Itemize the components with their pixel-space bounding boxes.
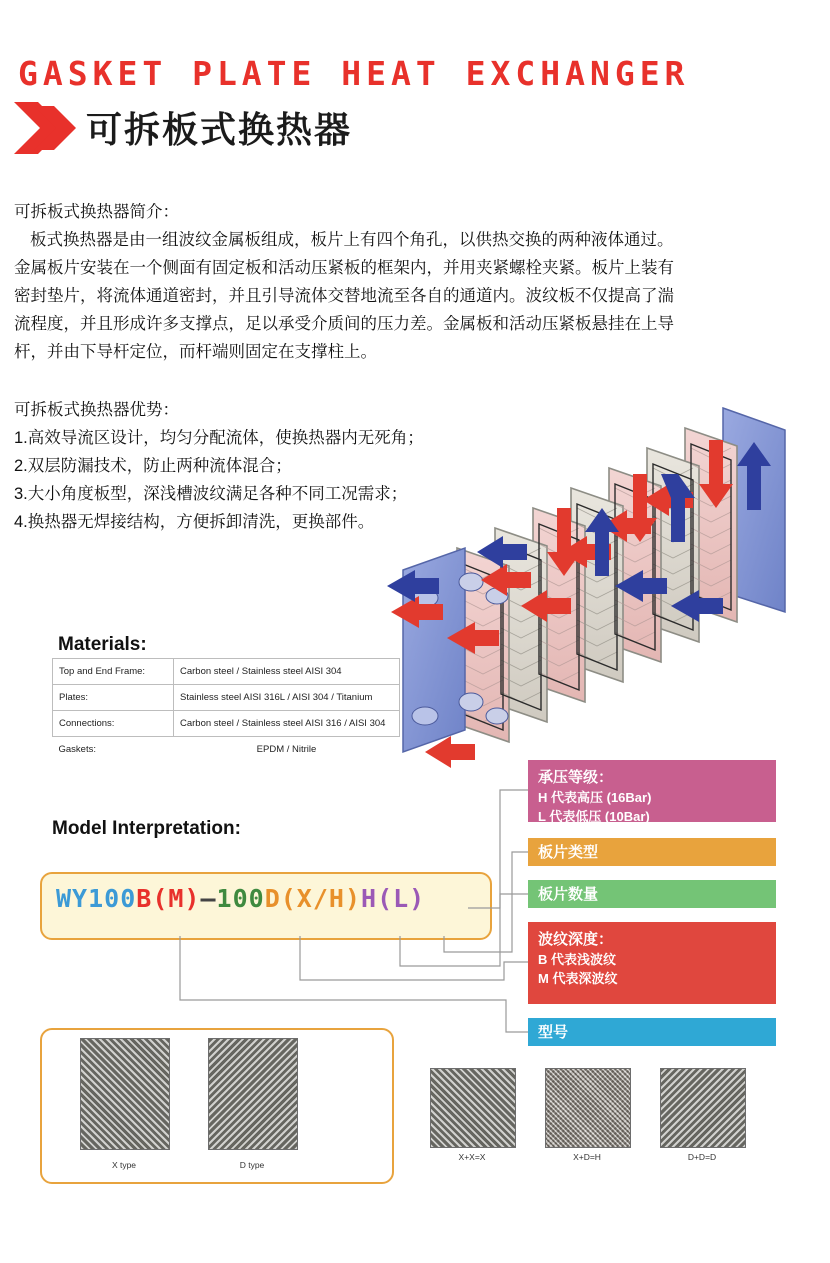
legend-title: 波纹深度： (538, 931, 614, 948)
legend-line: H 代表高压 (16Bar) (538, 790, 652, 805)
materials-value: EPDM / Nitrile (256, 744, 317, 755)
materials-key: Top and End Frame: (53, 659, 174, 685)
intro-heading: 可拆板式换热器简介： (14, 203, 179, 221)
table-row (53, 659, 400, 685)
legend-title: 板片数量 (538, 886, 599, 903)
double-chevron-icon (14, 100, 76, 156)
channel-combo-caption: X+X=X (458, 1152, 486, 1162)
legend-title: 板片类型 (538, 844, 599, 861)
materials-value: Carbon steel / Stainless steel AISI 316 / AISI 304 (174, 711, 400, 737)
materials-key: Plates: (53, 685, 174, 711)
channel-combo-caption: X+D=H (573, 1152, 601, 1162)
model-part-pressure: H(L) (361, 884, 426, 913)
channel-combo-photo-xx (430, 1068, 516, 1148)
model-part-dash: – (200, 884, 217, 913)
legend-plate-count (528, 880, 776, 908)
legend-pressure-rating (528, 760, 776, 822)
table-row (53, 711, 400, 737)
plate-photo-x-type (80, 1038, 170, 1150)
intro-line: 流程度，并且形成许多支撑点，足以承受介质间的压力差。金属板和活动压紧板悬挂在上导 (14, 315, 674, 333)
advantage-item: 2.双层防漏技术，防止两种流体混合； (14, 457, 292, 475)
channel-combo-photo-dd (660, 1068, 746, 1148)
plate-photo-d-type (208, 1038, 298, 1150)
model-part-series: WY100 (56, 884, 137, 913)
exploded-heat-exchanger-diagram (385, 400, 825, 820)
table-row (53, 685, 400, 711)
advantage-item: 4.换热器无焊接结构，方便拆卸清洗，更换部件。 (14, 513, 375, 531)
page-title-english: GASKET PLATE HEAT EXCHANGER (18, 54, 690, 93)
advantages-heading: 可拆板式换热器优势： (14, 401, 179, 419)
plate-photo-caption: X type (111, 1160, 137, 1170)
legend-line: B 代表浅波纹 (538, 952, 617, 967)
materials-value: Stainless steel AISI 316L / AISI 304 / Titanium (174, 685, 400, 711)
advantage-item: 3.大小角度板型，深浅槽波纹满足各种不同工况需求； (14, 485, 408, 503)
intro-line: 金属板片安装在一个侧面有固定板和活动压紧板的框架内，并用夹紧螺栓夹紧。板片上装有 (14, 259, 674, 277)
model-code (56, 884, 476, 913)
materials-key: Gaskets: (58, 744, 96, 755)
intro-line: 密封垫片，将流体通道密封，并且引导流体交替地流至各自的通道内。波纹板不仅提高了湍 (14, 287, 674, 305)
page-header (0, 48, 830, 178)
materials-key: Connections: (53, 711, 174, 737)
legend-model-number (528, 1018, 776, 1046)
model-part-corrugation: B(M) (136, 884, 201, 913)
intro-line: 杆，并由下导杆定位，而杆端则固定在支撑柱上。 (14, 343, 377, 361)
intro-line: 板式换热器是由一组波纹金属板组成，板片上有四个角孔，以供热交换的两种液体通过。 (30, 231, 674, 249)
model-part-plate-type: D(X/H) (264, 884, 362, 913)
plate-photo-caption: D type (239, 1160, 265, 1170)
channel-combo-caption: D+D=D (687, 1152, 717, 1162)
legend-plate-type (528, 838, 776, 866)
legend-corrugation-depth (528, 922, 776, 1004)
legend-line: M 代表深波纹 (538, 971, 618, 986)
model-interpretation-title: Model Interpretation: (52, 818, 241, 839)
materials-title: Materials: (58, 634, 147, 655)
legend-title: 型号 (538, 1024, 569, 1041)
channel-combo-photo-xd (545, 1068, 631, 1148)
intro-body (14, 226, 816, 366)
model-part-count: 100 (216, 884, 265, 913)
legend-line: L 代表低压 (10Bar) (538, 809, 650, 824)
materials-table (52, 658, 400, 762)
table-row (53, 737, 400, 763)
legend-title: 承压等级： (538, 769, 614, 786)
page-title-chinese: 可拆板式换热器 (86, 109, 353, 150)
materials-value: Carbon steel / Stainless steel AISI 304 (174, 659, 400, 685)
advantage-item: 1.高效导流区设计，均匀分配流体，使换热器内无死角； (14, 429, 424, 447)
